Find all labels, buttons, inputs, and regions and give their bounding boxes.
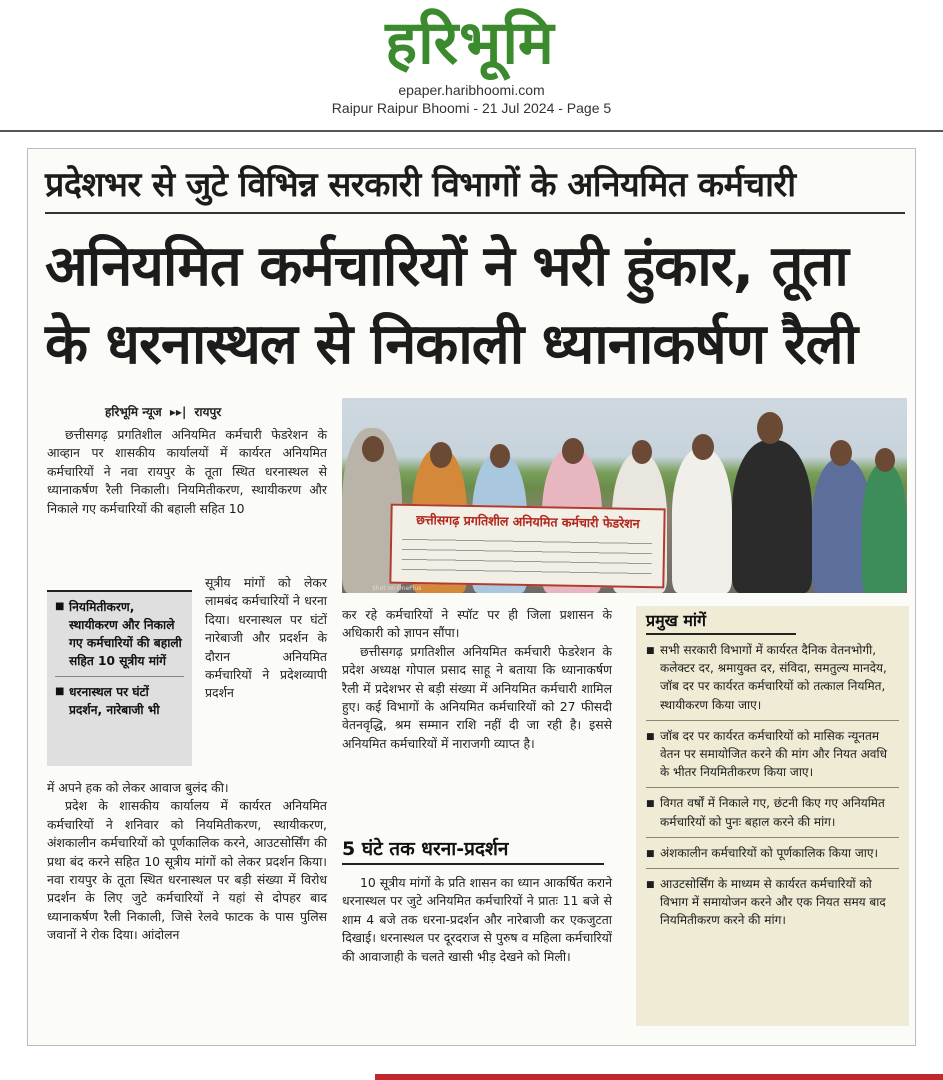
article-kicker: प्रदेशभर से जुटे विभिन्न सरकारी विभागों के अनियमित कर्मचारी xyxy=(45,165,796,205)
photo-head xyxy=(830,440,852,466)
demand-item: ■ जॉब दर पर कार्यरत कर्मचारियों को मासिक न्यूनतम वेतन पर समायोजित करने की मांग और नियत अवधि के भीतर नियमितीकरण किया जाए। xyxy=(646,727,899,789)
masthead xyxy=(0,0,943,130)
photo-credit: Shot on OnePlus xyxy=(372,585,422,592)
photo-head xyxy=(362,436,384,462)
demand-item: ■ विगत वर्षों में निकाले गए, छंटनी किए गए अनियमित कर्मचारियों को पुनः बहाल करने की मांग। xyxy=(646,794,899,837)
photo-head xyxy=(757,412,783,444)
key-demands-sidebar xyxy=(636,606,909,1026)
article-paragraph-3: कर रहे कर्मचारियों ने स्पॉट पर ही जिला प्रशासन के अधिकारी को ज्ञापन सौंपा। xyxy=(342,607,612,641)
article-paragraph-5: 10 सूत्रीय मांगों के प्रति शासन का ध्यान आकर्षित कराने धरनास्थल पर जुटे अनियमित कर्मचारियों ने प्रातः 11 बजे से शाम 4 बजे तक धरना-प्रदर्शन और नारेबाजी कर एकजुटता दिखाई। धरनास्थल पर दूरदराज से पुरुष व महिला कर्मचारियों की आवाजाही के चलते खासी भीड़ देखने को मिली। xyxy=(342,875,612,964)
dateline-city: रायपुर xyxy=(194,405,222,419)
sidebar-title: प्रमुख मांगें xyxy=(646,611,707,630)
article-intro-continued: सूत्रीय मांगों को लेकर लामबंद कर्मचारियों ने धरना दिया। धरनास्थल पर घंटों नारेबाजी और प्रदर्शन के दौरान अनियमित कर्मचारियों ने प्रदेशव्यापी प्रदर्शन xyxy=(205,575,327,701)
photo-person xyxy=(862,463,907,593)
highlight-item: ■ धरनास्थल पर घंटों प्रदर्शन, नारेबाजी भी xyxy=(55,683,184,719)
sidebar-title-underline xyxy=(646,633,796,635)
demand-item: ■ अंशकालीन कर्मचारियों को पूर्णकालिक किया जाए। xyxy=(646,844,899,869)
article-intro-paragraph: छत्तीसगढ़ प्रगतिशील अनियमित कर्मचारी फेडरेशन के आव्हान पर शासकीय कार्यालयों में कार्यरत अनियमित कर्मचारियों ने नवा रायपुर के तूता स्थित धरनास्थल से ध्यानाकर्षण रैली निकाली। नियमितीकरण, स्थायीकरण और निकाले गए कर्मचारियों की बहाली सहित 10 xyxy=(47,427,327,516)
dateline-arrows-icon: ▸▸| xyxy=(169,405,187,419)
next-article-red-band xyxy=(375,1074,943,1080)
subhead-underline xyxy=(342,863,604,865)
next-article-strip xyxy=(0,1068,943,1080)
headline-line-2: के धरनास्थल से निकाली ध्यानाकर्षण रैली xyxy=(45,312,858,377)
protest-rally-photo[interactable] xyxy=(342,398,907,593)
article-headline xyxy=(45,228,910,384)
photo-head xyxy=(562,438,584,464)
article-column-1-bottom xyxy=(47,779,327,945)
site-url[interactable]: epaper.haribhoomi.com xyxy=(398,82,545,98)
highlight-item: ■ नियमितीकरण, स्थायीकरण और निकाले गए कर्मचारियों की बहाली सहित 10 सूत्रीय मांगें xyxy=(55,598,184,670)
dateline xyxy=(105,403,221,420)
dateline-source: हरिभूमि न्यूज xyxy=(105,405,162,419)
photo-person xyxy=(672,448,732,593)
banner-fine-print xyxy=(401,534,652,578)
photo-head xyxy=(875,448,895,472)
photo-head xyxy=(490,444,510,468)
photo-person xyxy=(732,440,812,593)
kicker-underline xyxy=(45,212,905,214)
banner-title: छत्तीसगढ़ प्रगतिशील अनियमित कर्मचारी फेडरेशन xyxy=(416,512,640,531)
demand-item: ■ आउटसोर्सिंग के माध्यम से कार्यरत कर्मचारियों को विभाग में समायोजन करने और एक नियत समय बाद नियमितीकरण करने की मांग। xyxy=(646,875,899,936)
photo-head xyxy=(692,434,714,460)
edition-info: Raipur Raipur Bhoomi - 21 Jul 2024 - Page 5 xyxy=(331,100,612,116)
article-paragraph-4: छत्तीसगढ़ प्रगतिशील अनियमित कर्मचारी फेडरेशन के प्रदेश अध्यक्ष गोपाल प्रसाद साहू ने बताया कि ध्यानाकर्षण रैली में प्रदेशभर से बड़ी संख्या में अनियमित कर्मचारी शामिल हुए। कई विभागों के अनियमित कर्मचारियों को 27 फीसदी वेतनवृद्धि, श्रम सम्मान राशि नहीं दी जा रही है। इससे अनियमित कर्मचारियों में नाराजगी व्याप्त है। xyxy=(342,643,612,751)
article-subhead: 5 घंटे तक धरना-प्रदर्शन xyxy=(342,838,509,860)
article-column-2 xyxy=(342,606,612,753)
haribhoomi-logo[interactable]: हरिभूमि xyxy=(385,8,555,78)
photo-head xyxy=(632,440,652,464)
article-paragraph-2: प्रदेश के शासकीय कार्यालय में कार्यरत अनियमित कर्मचारियों ने शनिवार को नियमितीकरण, स्थायीकरण, अंशकालीन कर्मचारियों को पूर्णकालिक करने, आउटसोर्सिंग की प्रथा बंद करने सहित 10 सूत्रीय मांगों को लेकर प्रदर्शन किया। नवा रायपुर के तूता स्थित धरनास्थल पर बड़ी संख्या में विरोध प्रदर्शन के लिए जुटे कर्मचारियों ने यहां से दोपहर बाद ध्यानाकर्षण रैली निकाली, जिसे रेलवे फाटक के पास पुलिस जवानों ने रोक दिया। आंदोलन xyxy=(47,798,327,943)
masthead-divider xyxy=(0,130,943,132)
photo-head xyxy=(430,442,452,468)
highlight-box xyxy=(47,590,192,766)
adjacent-column-clip xyxy=(0,290,8,1030)
demand-item: ■ सभी सरकारी विभागों में कार्यरत दैनिक वेतनभोगी, कलेक्टर दर, श्रमायुक्त दर, संविदा, समतुल्य मानदेय, जॉब दर पर कार्यरत कर्मचारियों को तत्काल नियमित, स्थायीकरण किया जाए। xyxy=(646,641,899,721)
highlight-divider xyxy=(55,676,184,677)
protest-banner xyxy=(389,504,665,589)
headline-line-1: अनियमित कर्मचारियों ने भरी हुंकार, तूता xyxy=(45,234,848,299)
article-intro-end: में अपने हक को लेकर आवाज बुलंद की। xyxy=(47,780,229,795)
